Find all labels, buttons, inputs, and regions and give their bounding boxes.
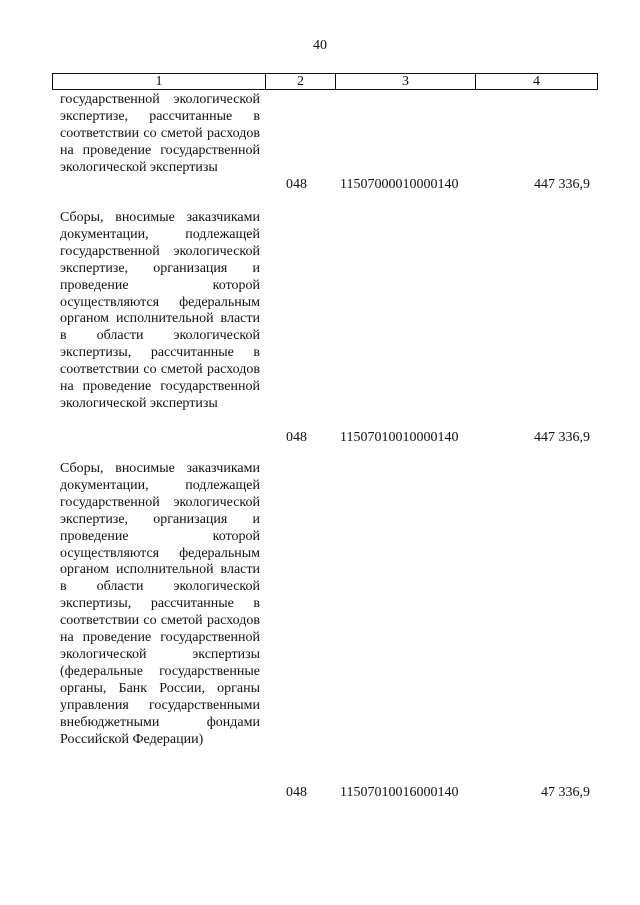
row-description: Сборы, вносимые заказчиками документации, подлежащей государственной экологической экспертизе, организация и проведение которой осуществляются федеральным органом исполнительной власти в области экологической экспертизы, рассчитанные в соответствии со сметой расходов на проведение государственной экологической экспертизы (федеральные государственные органы, Банк России, органы управления государственными внебюджетными фондами Российской Федерации)	[60, 461, 260, 747]
table-header-row	[52, 73, 598, 90]
row-code: 048	[286, 177, 307, 192]
column-header-1: 1	[53, 74, 266, 89]
column-header-3: 3	[336, 74, 476, 89]
row-amount: 447 336,9	[534, 177, 590, 192]
row-kbk: 11507010016000140	[340, 785, 459, 800]
page-number: 40	[313, 38, 327, 53]
row-code: 048	[286, 430, 307, 445]
row-description: Сборы, вносимые заказчиками документации, подлежащей государственной экологической экспертизе, организация и проведение которой осуществляются федеральным органом исполнительной власти в области экологической экспертизы, рассчитанные в соответствии со сметой расходов на проведение государственной экологической экспертизы	[60, 210, 260, 411]
column-header-2: 2	[266, 74, 336, 89]
row-kbk: 11507010010000140	[340, 430, 459, 445]
row-amount: 47 336,9	[541, 785, 590, 800]
row-description: государственной экологической экспертизе, рассчитанные в соответствии со сметой расходов на проведение государственной экологической экспертизы	[60, 92, 260, 175]
column-header-4: 4	[533, 74, 540, 89]
row-code: 048	[286, 785, 307, 800]
row-kbk: 11507000010000140	[340, 177, 459, 192]
row-amount: 447 336,9	[534, 430, 590, 445]
